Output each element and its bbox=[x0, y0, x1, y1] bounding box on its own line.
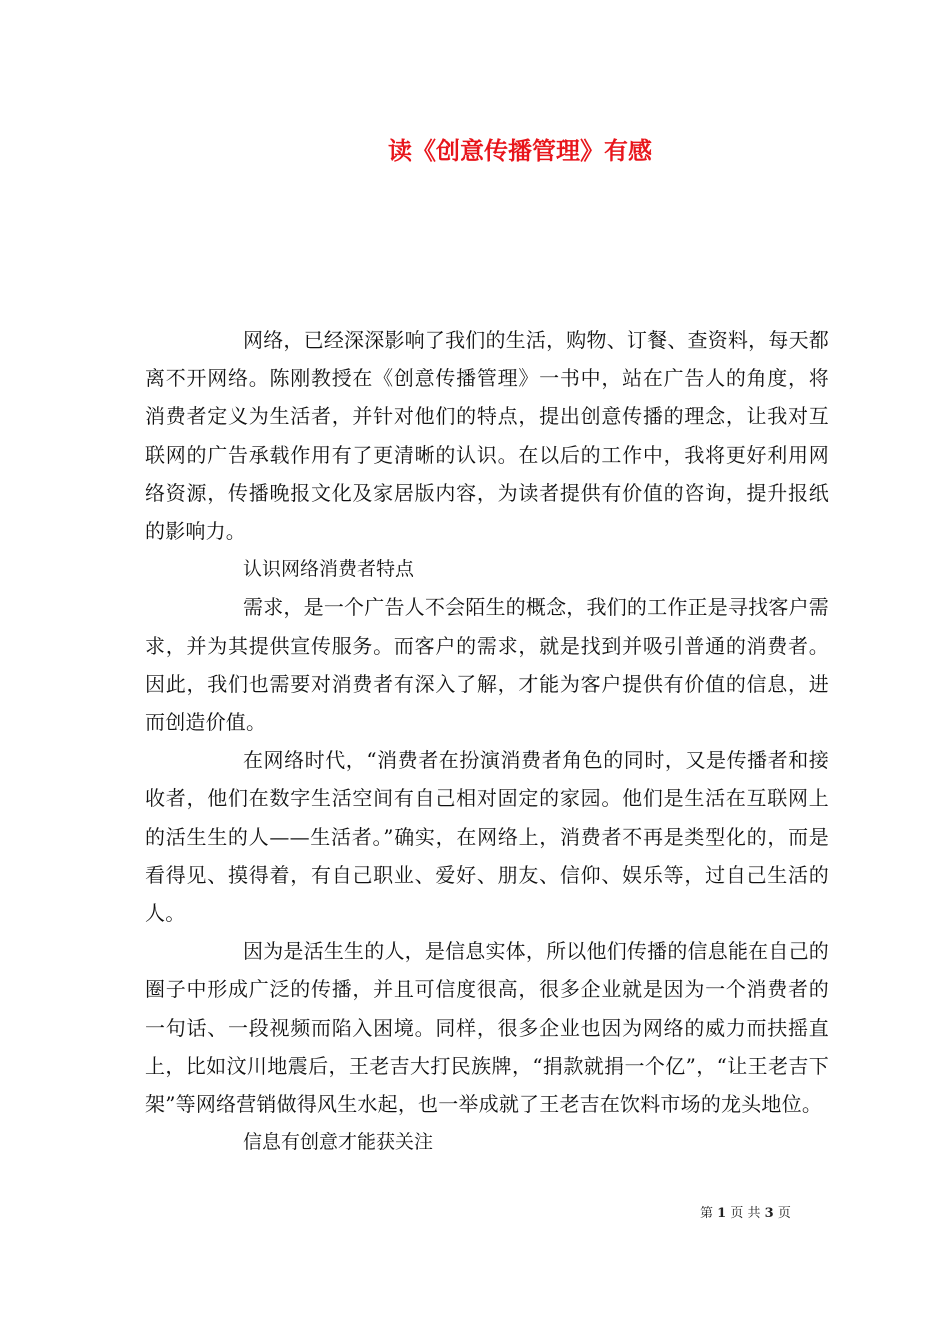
paragraph-living-people: 因为是活生生的人，是信息实体，所以他们传播的信息能在自己的圈子中形成广泛的传播，并且可信度很高，很多企业就是因为一个消费者的一句话、一段视频而陷入困境。同样，很多企业也因为网络的威力而扶摇直上，比如汶川地震后，王老吉大打民族牌，“捐款就捐一个亿”，“让王老吉下架”等网络营销做得风生水起，也一举成就了王老吉在饮料市场的龙头地位。 bbox=[145, 939, 829, 1117]
footer-suffix: 页 bbox=[777, 1206, 791, 1221]
section-heading-consumer-traits: 认识网络消费者特点 bbox=[243, 558, 415, 581]
footer-prefix: 第 bbox=[700, 1206, 714, 1221]
footer-current-page: 1 bbox=[717, 1206, 727, 1221]
page-number-footer bbox=[700, 1205, 820, 1223]
document-title: 读《创意传播管理》有感 bbox=[388, 136, 652, 165]
paragraph-demand: 需求，是一个广告人不会陌生的概念，我们的工作正是寻找客户需求，并为其提供宣传服务。而客户的需求，就是找到并吸引普通的消费者。因此，我们也需要对消费者有深入了解，才能为客户提供有价值的信息，进而创造价值。 bbox=[145, 595, 829, 735]
paragraph-intro: 网络，已经深深影响了我们的生活，购物、订餐、查资料，每天都离不开网络。陈刚教授在《创意传播管理》一书中，站在广告人的角度，将消费者定义为生活者，并针对他们的特点，提出创意传播的理念，让我对互联网的广告承载作用有了更清晰的认识。在以后的工作中，我将更好利用网络资源，传播晚报文化及家居版内容，为读者提供有价值的咨询，提升报纸的影响力。 bbox=[145, 328, 829, 544]
document-body bbox=[145, 321, 829, 1161]
paragraph-network-era: 在网络时代，“消费者在扮演消费者角色的同时，又是传播者和接收者，他们在数字生活空间有自己相对固定的家园。他们是生活在互联网上的活生生的人——生活者。”确实，在网络上，消费者不再是类型化的，而是看得见、摸得着，有自己职业、爱好、朋友、信仰、娱乐等，过自己生活的人。 bbox=[145, 748, 829, 926]
footer-total-pages: 3 bbox=[764, 1206, 774, 1221]
footer-middle: 页 共 bbox=[730, 1206, 761, 1221]
section-heading-creative-info: 信息有创意才能获关注 bbox=[243, 1131, 434, 1154]
